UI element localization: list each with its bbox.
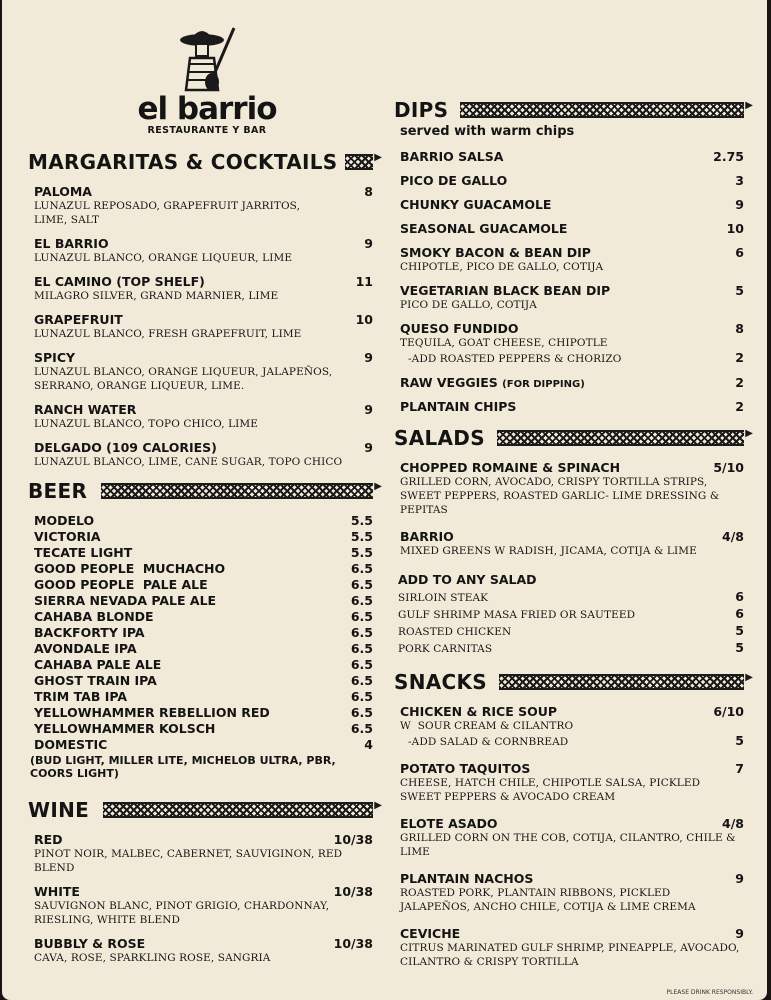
add-on-price: 2 [735,350,744,365]
item-description: CITRUS MARINATED GULF SHRIMP, PINEAPPLE, AVOCADO, CILANTRO & CRISPY TORTILLA [400,942,740,968]
menu-item [28,402,373,431]
item-name-text: RAW VEGGIES [400,375,498,390]
item-price: 10/38 [333,936,373,951]
item-price: 4 [364,737,373,752]
zigzag-divider [497,430,744,446]
item-name: POTATO TAQUITOS [400,761,531,776]
menu-item [28,721,373,736]
item-name: CHICKEN & RICE SOUP [400,704,558,719]
add-on-heading: ADD TO ANY SALAD [398,572,537,587]
menu-page [2,0,767,1000]
item-name: VEGETARIAN BLACK BEAN DIP [400,283,611,298]
item-price: 9 [735,197,744,212]
add-on-row [394,589,744,605]
item-description: LUNAZUL BLANCO, FRESH GRAPEFRUIT, LIME [34,328,302,340]
menu-item [394,926,744,969]
item-description: LUNAZUL BLANCO, LIME, CANE SUGAR, TOPO CHICO [34,456,343,468]
menu-item [28,625,373,640]
item-description: CHEESE, HATCH CHILE, CHIPOTLE SALSA, PICKLED SWEET PEPPERS & AVOCADO CREAM [400,777,701,803]
item-description: PICO DE GALLO, COTIJA [400,299,537,311]
menu-item [28,689,373,704]
item-price: 6.5 [350,673,373,688]
item-name: QUESO FUNDIDO [400,321,519,336]
section-header [28,798,373,822]
item-name: AVONDALE IPA [34,641,137,656]
item-description: LUNAZUL BLANCO, TOPO CHICO, LIME [34,418,259,430]
item-description: W SOUR CREAM & CILANTRO [400,720,574,732]
item-name: EL CAMINO (TOP SHELF) [34,274,205,289]
item-price: 3 [735,173,744,188]
item-price: 6.5 [350,609,373,624]
item-description: LUNAZUL REPOSADO, GRAPEFRUIT JARRITOS, LIME, SALT [34,200,301,226]
menu-item [28,236,373,265]
item-price: 9 [364,236,373,251]
item-price: 11 [355,274,373,289]
menu-item [394,529,744,558]
add-on-price: 6 [735,589,744,604]
item-name: PLANTAIN NACHOS [400,871,534,886]
menu-item [28,312,373,341]
add-on-price: 5 [735,640,744,655]
item-price: 5.5 [350,513,373,528]
item-price: 9 [364,350,373,365]
menu-items [28,513,373,780]
add-on-price: 6 [735,606,744,621]
item-description: CHIPOTLE, PICO DE GALLO, COTIJA [400,261,604,273]
item-name: VICTORIA [34,529,101,544]
item-price: 5/10 [713,460,744,475]
item-name: EL BARRIO [34,236,109,251]
item-name: TECATE LIGHT [34,545,133,560]
item-name: RED [34,832,63,847]
item-price: 5 [735,283,744,298]
item-price: 7 [735,761,744,776]
item-name: PLANTAIN CHIPS [400,399,517,414]
item-price: 10/38 [333,832,373,847]
item-price: 2.75 [713,149,744,164]
item-price: 10 [355,312,373,327]
menu-item [394,460,744,517]
menu-item [28,545,373,560]
section-title: DIPS [394,98,449,122]
beer-section [28,479,373,780]
salads-section [394,426,744,656]
menu-items [394,704,744,969]
item-price: 10/38 [333,884,373,899]
add-on-row [394,606,744,622]
item-description: MIXED GREENS W RADISH, JICAMA, COTIJA & LIME [400,545,697,557]
section-subtitle: served with warm chips [400,124,575,139]
item-name: DOMESTIC [34,737,108,752]
item-name: CEVICHE [400,926,461,941]
item-name: CAHABA PALE ALE [34,657,162,672]
item-name: DELGADO (109 CALORIES) [34,440,217,455]
item-price: 9 [364,402,373,417]
item-description: LUNAZUL BLANCO, ORANGE LIQUEUR, LIME [34,252,293,264]
item-name: MODELO [34,513,95,528]
item-price: 8 [364,184,373,199]
item-name-note: (FOR DIPPING) [502,379,585,390]
menu-item [28,641,373,656]
section-header [28,479,373,503]
item-price: 6.5 [350,641,373,656]
item-name: ELOTE ASADO [400,816,498,831]
item-name: YELLOWHAMMER KOLSCH [34,721,216,736]
dips-section [394,98,744,414]
section-title: BEER [28,479,88,503]
zigzag-divider [345,154,373,170]
item-price: 9 [735,871,744,886]
menu-item [28,577,373,592]
add-on-description: GULF SHRIMP MASA FRIED OR SAUTEED [398,609,636,621]
add-on-description: PORK CARNITAS [398,643,493,655]
section-header [28,150,373,174]
item-name: BARRIO [400,529,454,544]
item-price: 9 [735,926,744,941]
item-name: SIERRA NEVADA PALE ALE [34,593,217,608]
wine-section [28,798,373,965]
section-title: SNACKS [394,670,488,694]
item-name: SPICY [34,350,76,365]
item-price: 9 [364,440,373,455]
item-name: SMOKY BACON & BEAN DIP [400,245,591,260]
item-name: GHOST TRAIN IPA [34,673,157,688]
item-name: BUBBLY & ROSE [34,936,146,951]
item-name: CAHABA BLONDE [34,609,154,624]
item-price: 2 [735,399,744,414]
item-description: GRILLED CORN ON THE COB, COTIJA, CILANTRO, CHILE & LIME [400,832,736,858]
section-title: MARGARITAS & COCKTAILS [28,150,338,174]
menu-item [394,816,744,859]
menu-items [28,832,373,965]
item-description: LUNAZUL BLANCO, ORANGE LIQUEUR, JALAPEÑOS, SERRANO, ORANGE LIQUEUR, LIME. [34,366,333,392]
menu-item [394,283,744,312]
item-name: WHITE [34,884,80,899]
menu-item [28,609,373,624]
item-name: SEASONAL GUACAMOLE [400,221,568,236]
section-header [394,98,744,122]
item-name: GRAPEFRUIT [34,312,123,327]
add-on-description: SIRLOIN STEAK [398,592,489,604]
menu-item [394,761,744,804]
menu-item [28,832,373,875]
menu-item [28,561,373,576]
section-title: WINE [28,798,90,822]
menu-item [28,593,373,608]
add-on-price: 5 [735,623,744,638]
item-name: BARRIO SALSA [400,149,504,164]
item-description: TEQUILA, GOAT CHEESE, CHIPOTLE [400,337,608,349]
item-price: 6.5 [350,561,373,576]
menu-item [394,245,744,274]
item-price: 6.5 [350,705,373,720]
add-on-row [394,733,744,749]
menu-item [28,513,373,528]
menu-item [28,657,373,672]
item-price: 6 [735,245,744,260]
item-name: GOOD PEOPLE PALE ALE [34,577,208,592]
zigzag-divider [499,674,744,690]
item-description: SAUVIGNON BLANC, PINOT GRIGIO, CHARDONNAY, RIESLING, WHITE BLEND [34,900,330,926]
zigzag-divider [101,483,373,499]
zigzag-divider [460,102,744,118]
menu-item [394,197,744,212]
item-price: 6.5 [350,625,373,640]
guitarist-icon [172,24,242,96]
section-header [394,426,744,450]
menu-items [394,460,744,656]
add-on-row [394,350,744,366]
add-on-description: -ADD SALAD & CORNBREAD [408,736,569,748]
menu-item [28,673,373,688]
menu-item [28,884,373,927]
menu-item [28,529,373,544]
add-on-price: 5 [735,733,744,748]
item-name: BACKFORTY IPA [34,625,145,640]
menu-item [28,705,373,720]
salad-add-ons [394,572,744,656]
menu-item [28,936,373,965]
menu-item [394,704,744,749]
item-name: YELLOWHAMMER REBELLION RED [34,705,270,720]
menu-items [28,184,373,469]
item-price: 8 [735,321,744,336]
item-name: CHUNKY GUACAMOLE [400,197,552,212]
section-title: SALADS [394,426,485,450]
item-description: PINOT NOIR, MALBEC, CABERNET, SAUVIGINON, RED BLEND [34,848,343,874]
item-name: GOOD PEOPLE MUCHACHO [34,561,226,576]
menu-item [28,440,373,469]
item-description: ROASTED PORK, PLANTAIN RIBBONS, PICKLED JALAPEÑOS, ANCHO CHILE, COTIJA & LIME CREMA [400,887,696,913]
item-name: PALOMA [34,184,92,199]
right-column [394,98,744,978]
item-price: 6/10 [713,704,744,719]
menu-item [28,737,373,752]
menu-item [28,274,373,303]
item-description: GRILLED CORN, AVOCADO, CRISPY TORTILLA STRIPS, SWEET PEPPERS, ROASTED GARLIC- LIME DRESSING & PEPITAS [400,476,720,516]
item-price: 6.5 [350,689,373,704]
left-column [28,150,373,974]
item-name: TRIM TAB IPA [34,689,128,704]
item-price: 4/8 [722,529,744,544]
menu-item [394,149,744,164]
item-price: 6.5 [350,593,373,608]
item-price: 6.5 [350,721,373,736]
margaritas-section [28,150,373,469]
menu-item [28,350,373,393]
item-name: CHOPPED ROMAINE & SPINACH [400,460,621,475]
section-header [394,670,744,694]
item-price: 4/8 [722,816,744,831]
menu-item [394,321,744,366]
add-on-description: ROASTED CHICKEN [398,626,512,638]
domestic-beer-note: (BUD LIGHT, MILLER LITE, MICHELOB ULTRA, PBR, COORS LIGHT) [30,754,336,780]
zigzag-divider [103,802,373,818]
item-price: 6.5 [350,577,373,592]
item-price: 10 [726,221,744,236]
item-price: 2 [735,375,744,390]
menu-item [394,375,744,390]
item-price: 5.5 [350,545,373,560]
restaurant-subtitle: RESTAURANTE Y BAR [147,125,267,136]
menu-item [394,871,744,914]
item-price: 5.5 [350,529,373,544]
item-name [394,375,585,390]
add-on-description: -ADD ROASTED PEPPERS & CHORIZO [408,353,622,365]
drink-responsibly-note: PLEASE DRINK RESPONSIBLY. [666,989,753,996]
item-description: MILAGRO SILVER, GRAND MARNIER, LIME [34,290,279,302]
item-description: CAVA, ROSE, SPARKLING ROSE, SANGRIA [34,952,271,964]
item-name: PICO DE GALLO [400,173,508,188]
menu-item [394,221,744,236]
item-price: 6.5 [350,657,373,672]
menu-item [28,184,373,227]
menu-item [394,173,744,188]
add-on-row [394,640,744,656]
item-name: RANCH WATER [34,402,137,417]
restaurant-name: el barrio [137,91,277,127]
menu-items [394,149,744,414]
restaurant-logo [132,24,282,136]
menu-item [394,399,744,414]
add-on-row [394,623,744,639]
snacks-section [394,670,744,969]
